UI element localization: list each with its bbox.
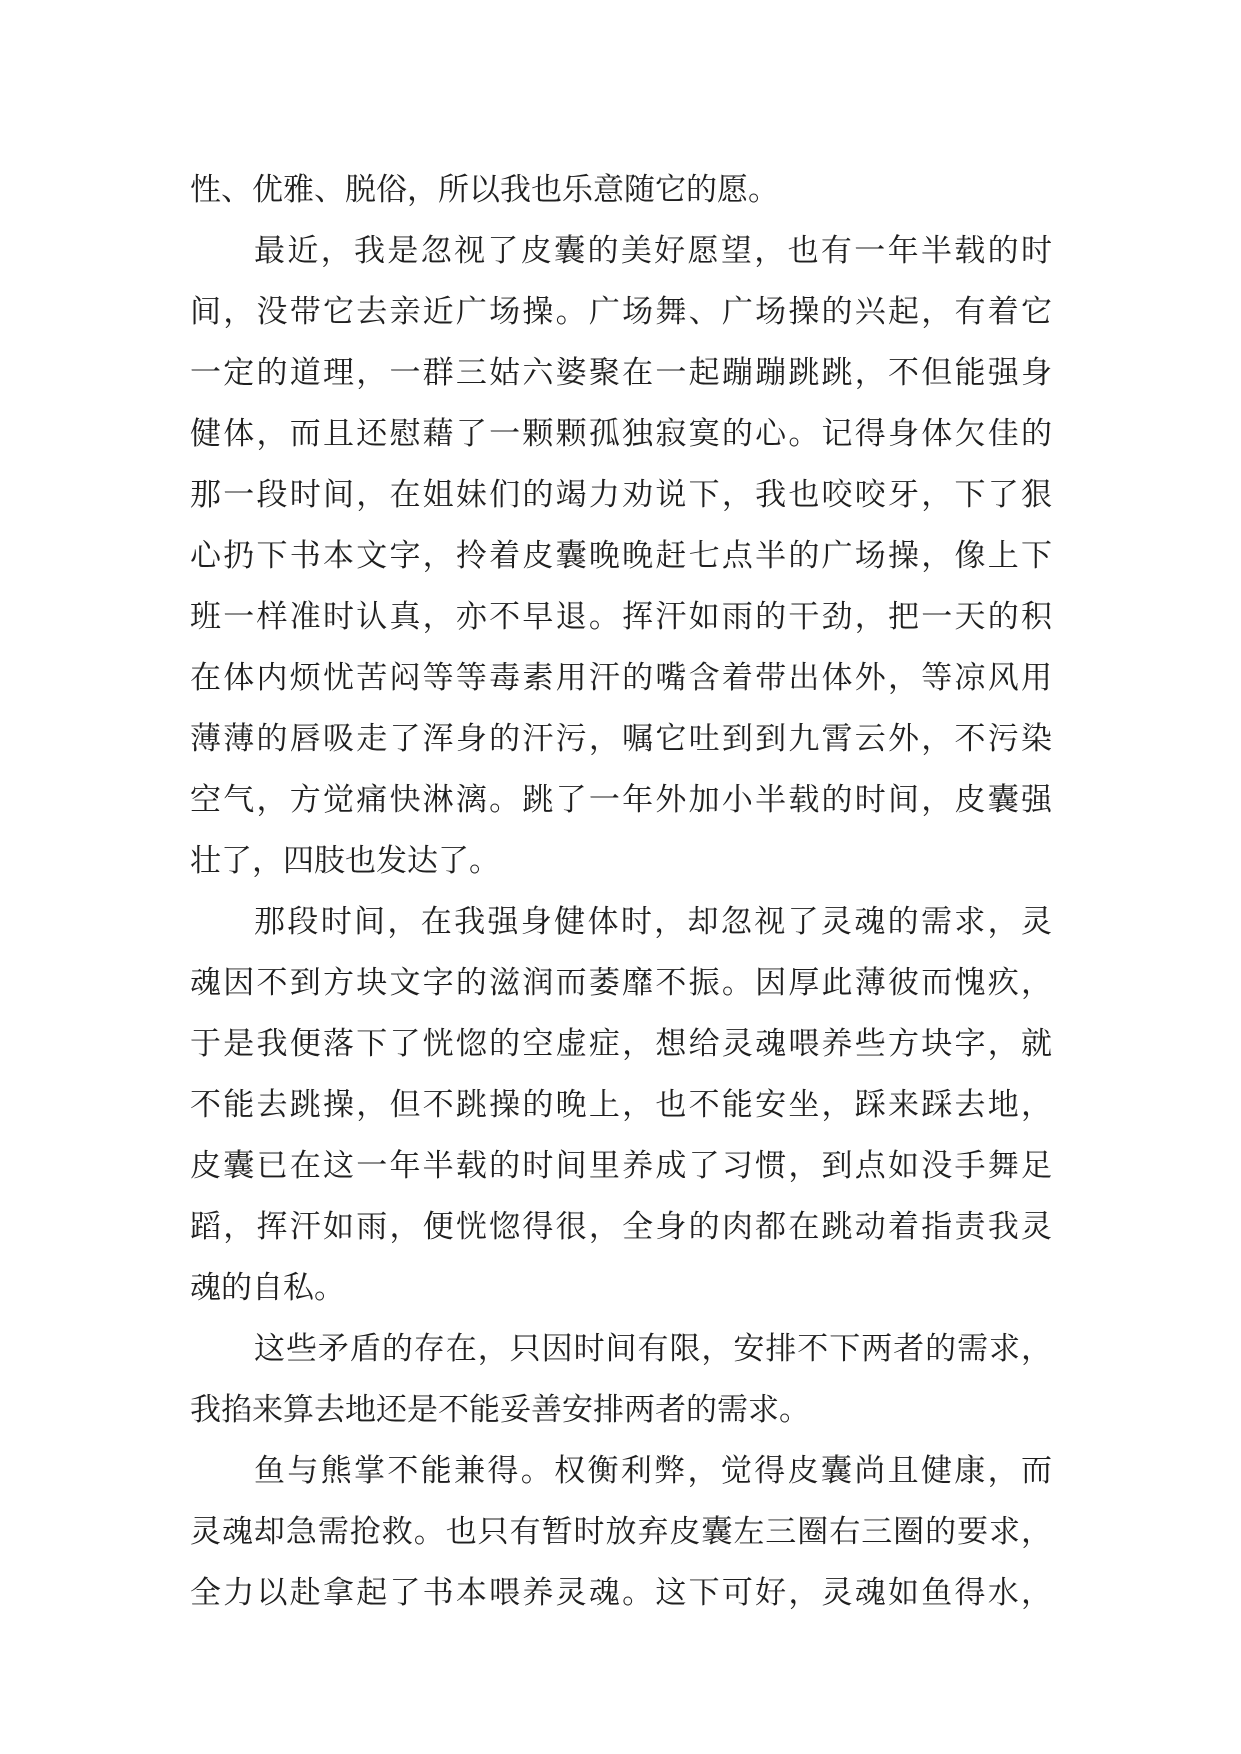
text-line: 灵魂却急需抢救。也只有暂时放弃皮囊左三圈右三圈的要求， bbox=[190, 1514, 1052, 1550]
text-line: 健体，而且还慰藉了一颗颗孤独寂寞的心。记得身体欠佳的 bbox=[190, 416, 1052, 452]
text-line: 全力以赴拿起了书本喂养灵魂。这下可好，灵魂如鱼得水， bbox=[190, 1575, 1052, 1611]
text-line: 心扔下书本文字，拎着皮囊晚晚赶七点半的广场操，像上下 bbox=[190, 538, 1052, 574]
body-text bbox=[190, 160, 1052, 1624]
text-line: 最近，我是忽视了皮囊的美好愿望，也有一年半载的时 bbox=[254, 233, 1052, 269]
text-line: 蹈，挥汗如雨，便恍惚得很，全身的肉都在跳动着指责我灵 bbox=[190, 1209, 1052, 1245]
text-line: 鱼与熊掌不能兼得。权衡利弊，觉得皮囊尚且健康，而 bbox=[254, 1453, 1052, 1489]
text-line: 那一段时间，在姐妹们的竭力劝说下，我也咬咬牙，下了狠 bbox=[190, 477, 1052, 513]
text-line: 那段时间，在我强身健体时，却忽视了灵魂的需求，灵 bbox=[254, 904, 1052, 940]
text-line: 皮囊已在这一年半载的时间里养成了习惯，到点如没手舞足 bbox=[190, 1148, 1052, 1184]
text-line: 性、优雅、脱俗，所以我也乐意随它的愿。 bbox=[190, 172, 779, 208]
text-line: 魂的自私。 bbox=[190, 1270, 345, 1306]
text-line: 于是我便落下了恍惚的空虚症，想给灵魂喂养些方块字，就 bbox=[190, 1026, 1052, 1062]
text-line: 在体内烦忧苦闷等等毒素用汗的嘴含着带出体外，等凉风用 bbox=[190, 660, 1052, 696]
text-line: 魂因不到方块文字的滋润而萎靡不振。因厚此薄彼而愧疚， bbox=[190, 965, 1052, 1001]
text-line: 班一样准时认真，亦不早退。挥汗如雨的干劲，把一天的积 bbox=[190, 599, 1052, 635]
text-line: 空气，方觉痛快淋漓。跳了一年外加小半载的时间，皮囊强 bbox=[190, 782, 1052, 818]
text-line: 薄薄的唇吸走了浑身的汗污，嘱它吐到到九霄云外，不污染 bbox=[190, 721, 1052, 757]
text-line: 间，没带它去亲近广场操。广场舞、广场操的兴起，有着它 bbox=[190, 294, 1052, 330]
text-line: 一定的道理，一群三姑六婆聚在一起蹦蹦跳跳，不但能强身 bbox=[190, 355, 1052, 391]
text-line: 不能去跳操，但不跳操的晚上，也不能安坐，踩来踩去地， bbox=[190, 1087, 1052, 1123]
text-line: 我掐来算去地还是不能妥善安排两者的需求。 bbox=[190, 1392, 810, 1428]
text-line: 壮了，四肢也发达了。 bbox=[190, 843, 500, 879]
text-line: 这些矛盾的存在，只因时间有限，安排不下两者的需求， bbox=[254, 1331, 1052, 1367]
